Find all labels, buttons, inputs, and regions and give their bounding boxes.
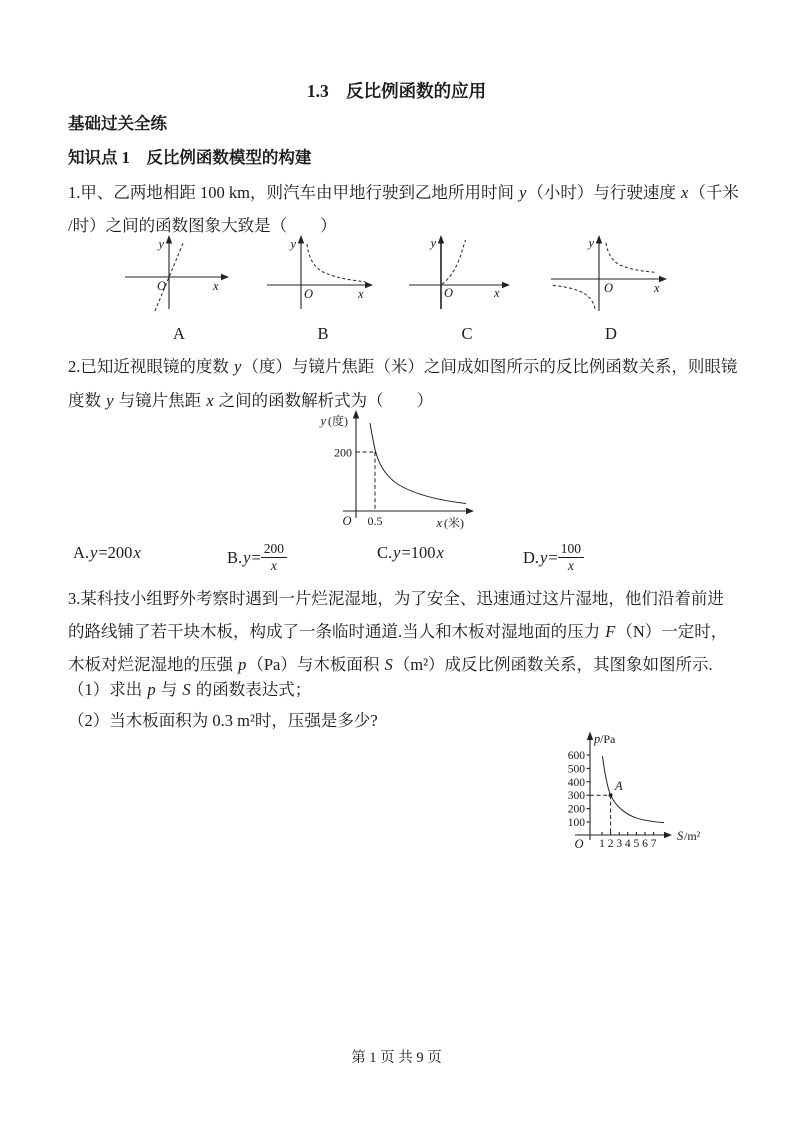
q3-line-2 — [68, 615, 748, 648]
text-run: 的函数表达式； — [191, 680, 312, 699]
text-run: 2.已知近视眼镜的度数 — [68, 357, 233, 376]
math-var: y — [90, 543, 98, 562]
math-var: y — [106, 391, 114, 410]
y-axis-label-var: y — [320, 414, 326, 428]
x-axis-label-unit: /m² — [684, 829, 701, 843]
text-run: 木板对烂泥湿地的压强 — [68, 655, 238, 674]
x-axis-label: x — [493, 286, 500, 300]
q1-option-graph-d — [546, 233, 676, 344]
section-header: 基础过关全练 — [68, 114, 167, 133]
text-run: （Pa）与木板面积 — [247, 655, 384, 674]
q3-graph — [550, 730, 752, 862]
text-run: 与 — [156, 680, 182, 699]
x-axis-label: x — [212, 279, 219, 293]
option-label: D. — [523, 548, 540, 568]
text-run: （m²）成反比例函数关系，其图象如图所示. — [393, 655, 713, 674]
q1-line-2: /时）之间的函数图象大致是（ ） — [68, 216, 337, 235]
option-b-letter: B — [317, 324, 329, 343]
text-run: 1.甲、乙两地相距 100 km，则汽车由甲地行驶到乙地所用时间 — [68, 183, 519, 202]
origin-label: O — [574, 837, 584, 851]
math-var: S — [182, 680, 191, 699]
option-d-letter: D — [605, 324, 617, 343]
y-axis-label: y — [587, 236, 594, 250]
math-var: y — [540, 548, 548, 568]
fraction — [558, 541, 584, 574]
y-tick-100: 100 — [567, 817, 585, 829]
y-tick-500: 500 — [567, 763, 585, 776]
math-var: x — [436, 543, 444, 562]
math-var: y — [234, 357, 242, 376]
y-axis-label-var: p — [594, 732, 601, 746]
option-label: C. — [377, 543, 393, 562]
x-tick-0-5: 0.5 — [367, 514, 383, 528]
origin-label: O — [443, 286, 453, 300]
text-run: = — [548, 548, 558, 568]
x-tick-1: 1 — [599, 838, 605, 850]
x-axis-label-unit: (米) — [444, 516, 464, 530]
y-axis-label: y — [289, 237, 296, 251]
x-tick-3: 3 — [616, 838, 623, 850]
text-run: 之间的函数解析式为（ ） — [214, 391, 434, 410]
x-tick-4: 4 — [624, 838, 631, 850]
knowledge-point-header: 知识点 1 反比例函数模型的构建 — [68, 148, 312, 167]
text-run: （小时）与行驶速度 — [527, 183, 681, 202]
x-tick-2: 2 — [607, 838, 614, 850]
q2-option-c — [377, 543, 445, 563]
fraction-numerator: 100 — [558, 541, 584, 558]
origin-label: O — [603, 281, 613, 295]
y-tick-300: 300 — [567, 790, 585, 803]
fraction-denominator: x — [567, 557, 574, 573]
page-footer: 第 1 页 共 9 页 — [351, 1050, 442, 1066]
text-run: 与镜片焦距 — [114, 391, 206, 410]
text-run: （千米 — [689, 183, 739, 202]
text-run: =100 — [401, 543, 436, 562]
q1-line-1 — [68, 176, 748, 209]
text-run: （N）一定时， — [616, 622, 728, 641]
y-axis-label-unit: (度) — [328, 414, 348, 428]
math-var: x — [133, 543, 141, 562]
origin-label: O — [303, 287, 313, 301]
option-c-letter: C — [461, 324, 473, 343]
q2-graph — [296, 408, 518, 536]
y-axis-label: y — [157, 237, 164, 251]
math-var: p — [147, 680, 156, 699]
y-tick-600: 600 — [567, 750, 585, 762]
graph-b-hyperbola-q1 — [261, 233, 386, 315]
x-axis-label: x — [357, 287, 364, 301]
math-var: x — [681, 183, 689, 202]
fraction-numerator: 200 — [261, 541, 287, 558]
q1-option-graph-c — [402, 233, 532, 344]
point-a-label: A — [615, 779, 623, 793]
text-run: （1）求出 — [68, 680, 147, 699]
graph-a-line-through-origin — [117, 233, 242, 315]
x-tick-5: 5 — [633, 838, 640, 850]
fraction — [261, 541, 287, 574]
y-axis-label-unit: /Pa — [600, 732, 616, 746]
math-var: y — [519, 183, 527, 202]
page-title: 1.3 反比例函数的应用 — [306, 81, 487, 101]
x-axis-label-var: x — [436, 516, 442, 530]
math-var: y — [243, 548, 251, 568]
y-tick-200: 200 — [334, 445, 352, 460]
q3-line-1: 3.某科技小组野外考察时遇到一片烂泥湿地，为了安全、迅速通过这片湿地，他们沿着前进 — [68, 589, 724, 608]
q2-answer-options — [68, 537, 758, 581]
q2-option-d — [523, 543, 584, 576]
question-3-subquestions — [68, 674, 748, 736]
q3-sub-1 — [68, 674, 748, 705]
y-tick-200: 200 — [567, 803, 585, 816]
option-label: A. — [73, 543, 90, 562]
q1-option-graphs — [114, 233, 676, 344]
y-tick-400: 400 — [567, 776, 585, 789]
math-var: y — [393, 543, 401, 562]
graph-d-hyperbola-two-branches — [549, 233, 674, 315]
q2-option-b — [227, 543, 287, 576]
x-axis-label-var: S — [677, 829, 684, 843]
q1-option-graph-b — [258, 233, 388, 344]
math-var: x — [206, 391, 214, 410]
graph-c-increasing-curve — [405, 233, 530, 315]
q3-sub-2: （2）当木板面积为 0.3 m²时，压强是多少? — [68, 711, 378, 730]
x-tick-7: 7 — [650, 838, 657, 850]
y-axis-label: y — [429, 236, 436, 250]
text-run: 度数 — [68, 391, 106, 410]
math-var: p — [238, 655, 247, 674]
x-tick-6: 6 — [642, 838, 648, 850]
origin-label: O — [156, 279, 166, 293]
math-var: S — [384, 655, 393, 674]
option-label: B. — [227, 548, 243, 568]
text-run: （度）与镜片焦距（米）之间成如图所示的反比例函数关系，则眼镜 — [242, 357, 738, 376]
math-var: F — [605, 622, 616, 641]
text-run: =200 — [98, 543, 133, 562]
question-3 — [68, 582, 748, 681]
text-run: 的路线铺了若干块木板，构成了一条临时通道.当人和木板对湿地面的压力 — [68, 622, 605, 641]
q1-option-graph-a — [114, 233, 244, 344]
q2-line-1 — [68, 350, 748, 384]
text-run: = — [251, 548, 261, 568]
option-a-letter: A — [173, 324, 185, 343]
x-axis-label: x — [653, 281, 660, 295]
origin-label: O — [342, 514, 352, 528]
q2-option-a — [73, 543, 142, 563]
fraction-denominator: x — [270, 557, 277, 573]
